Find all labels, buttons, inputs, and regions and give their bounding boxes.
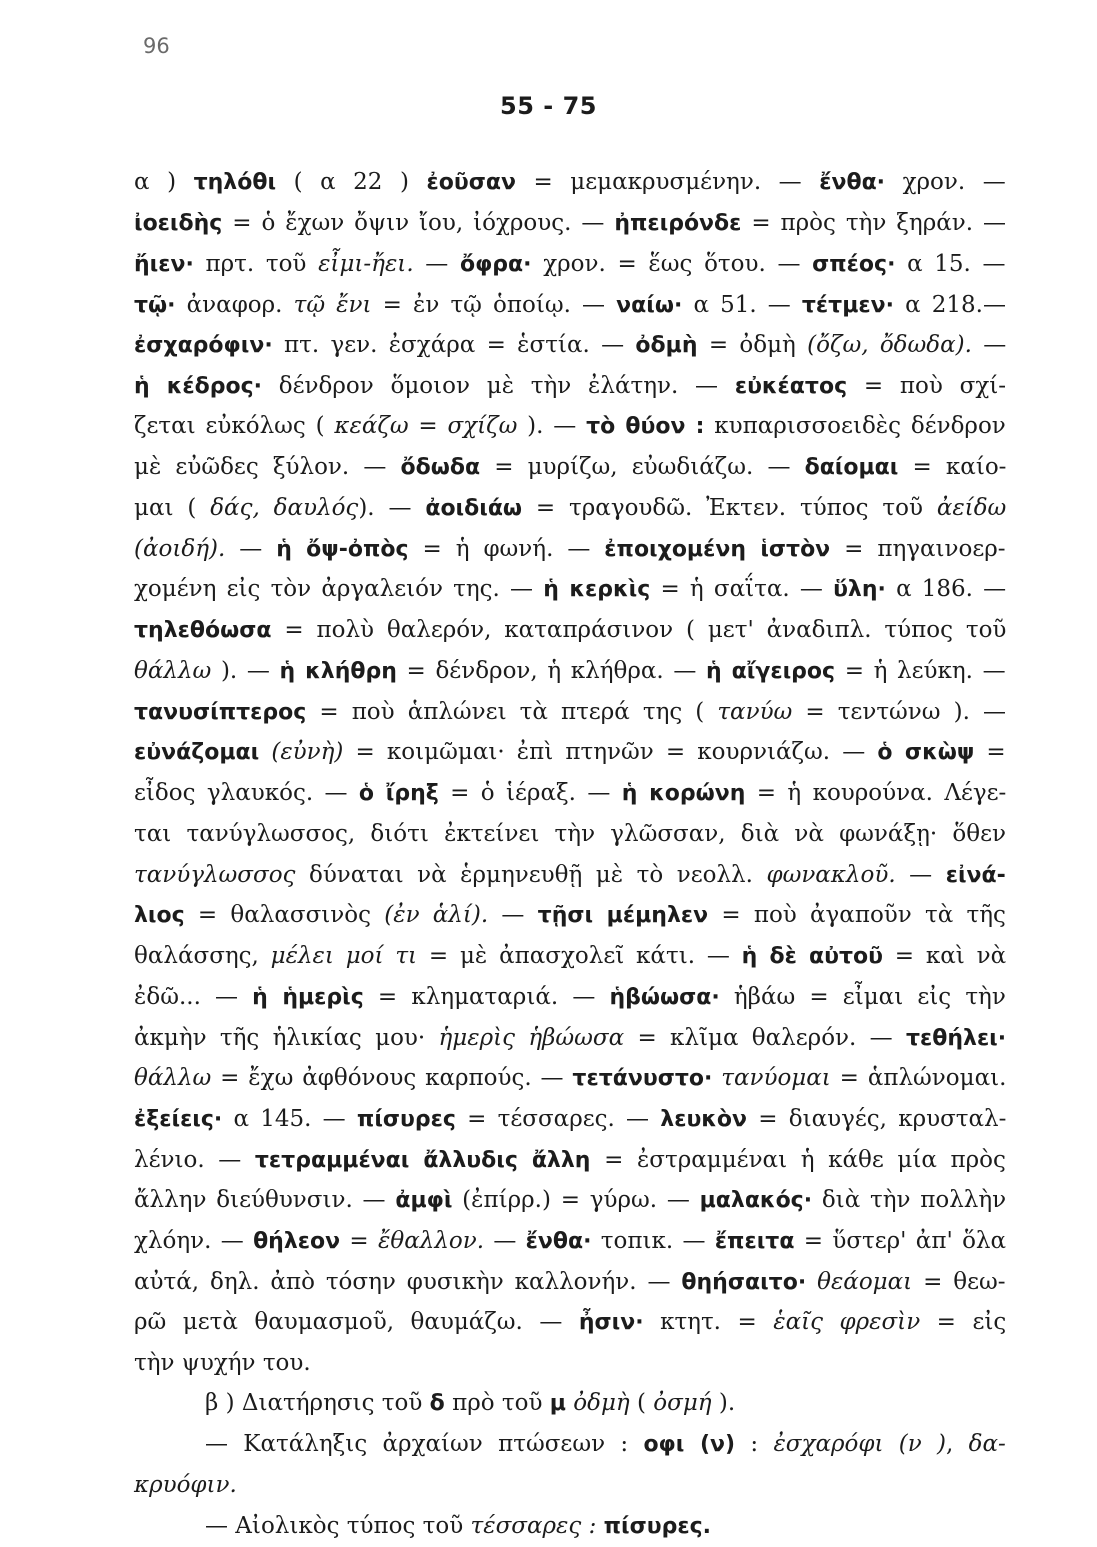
text-line bbox=[134, 285, 1006, 325]
gloss-text: = θαλασσινὸς bbox=[184, 902, 385, 928]
headword: τετραμμέναι ἄλλυδις ἄλλη bbox=[254, 1148, 591, 1173]
headword: ἔπειτα bbox=[714, 1229, 795, 1254]
text-line bbox=[205, 1506, 711, 1546]
italic-term: ὀδμὴ bbox=[573, 1390, 630, 1416]
gloss-text: ἡβάω = εἶμαι εἰς τὴν bbox=[719, 984, 1006, 1010]
italic-term: τῷ ἔνι bbox=[293, 292, 372, 318]
gloss-text: = ὁ ἔχων ὄψιν ἴου, ἰόχρους. — bbox=[222, 210, 615, 236]
text-line bbox=[134, 773, 1006, 813]
gloss-text: διὰ τὴν πολλὴν bbox=[812, 1187, 1007, 1213]
headword: ἐοῦσαν bbox=[426, 170, 516, 195]
headword: ἡ κορώνη bbox=[621, 781, 746, 806]
gloss-text: , bbox=[946, 1431, 969, 1457]
gloss-text: = καὶ νὰ bbox=[882, 943, 1007, 969]
headword: πίσυρες bbox=[356, 1107, 456, 1132]
italic-term: (ἐν ἁλί). bbox=[384, 902, 489, 928]
text-line bbox=[134, 447, 1006, 487]
gloss-text: = ὕστερ' ἀπ' ὅλα bbox=[794, 1228, 1007, 1254]
text-line bbox=[134, 1180, 1006, 1220]
gloss-text: ται τανύγλωσσος, διότι ἐκτείνει τὴν γλῶσσαν, διὰ νὰ φωνάξῃ· ὅθεν bbox=[134, 821, 1006, 847]
headword: ἀοιδιάω bbox=[425, 496, 523, 521]
italic-term: ἐσχαρόφι (ν ) bbox=[773, 1431, 947, 1457]
italic-term: θεάομαι bbox=[817, 1269, 913, 1295]
headword: μ bbox=[549, 1391, 566, 1416]
gloss-text: ἄλλην διεύθυνσιν. — bbox=[134, 1187, 396, 1213]
gloss-text: λένιο. — bbox=[134, 1147, 255, 1173]
italic-term: φωνακλοῦ. bbox=[766, 862, 896, 888]
gloss-text: = δένδρον, ἡ κλήθρα. — bbox=[396, 658, 707, 684]
gloss-text: πτ. γεν. ἐσχάρα = ἑστία. — bbox=[272, 332, 636, 358]
headword: δ bbox=[429, 1391, 445, 1416]
gloss-text: = μυρίζω, εὐωδιάζω. — bbox=[480, 454, 805, 480]
headword: δαίομαι bbox=[804, 455, 899, 480]
gloss-text: = μεμακρυσμένην. — bbox=[515, 169, 820, 195]
headword: τηλόθι bbox=[193, 170, 277, 195]
text-line bbox=[134, 488, 1006, 528]
gloss-text: τοπικ. — bbox=[591, 1228, 715, 1254]
gloss-text: ). bbox=[711, 1390, 736, 1416]
italic-term: τέσσαρες : bbox=[470, 1513, 597, 1539]
gloss-text: — Κατάληξις ἀρχαίων πτώσεων : bbox=[205, 1431, 644, 1457]
gloss-text: = μὲ ἀπασχολεῖ κάτι. — bbox=[417, 943, 742, 969]
gloss-text: = ποὺ ἀγαποῦν τὰ τῆς bbox=[708, 902, 1006, 928]
gloss-text: χρον. = ἕως ὅτου. — bbox=[531, 251, 813, 277]
gloss-text: ). — bbox=[211, 658, 280, 684]
gloss-text: α 51. — bbox=[682, 292, 802, 318]
headword: τηλεθόωσα bbox=[134, 618, 272, 643]
italic-term: τανύομαι bbox=[721, 1065, 831, 1091]
text-line bbox=[134, 814, 1006, 854]
gloss-text: — Αἰολικὸς τύπος τοῦ bbox=[205, 1513, 471, 1539]
gloss-text: κτητ. = bbox=[643, 1309, 774, 1335]
headword: ὄφρα· bbox=[459, 252, 532, 277]
headword: λιος bbox=[134, 903, 185, 928]
gloss-text bbox=[596, 1513, 603, 1539]
gloss-text: α 186. — bbox=[885, 576, 1007, 602]
gloss-text: χρον. — bbox=[885, 169, 1006, 195]
headword: ὁ ἴρηξ bbox=[358, 781, 439, 806]
headword: τὸ θύον : bbox=[586, 414, 705, 439]
text-line bbox=[134, 203, 1006, 243]
italic-term: εἶμι-ἤει. bbox=[318, 251, 414, 277]
gloss-text: ρῶ μετὰ θαυμασμοῦ, θαυμάζω. — bbox=[134, 1309, 579, 1335]
italic-term: τανύγλωσσος bbox=[134, 862, 296, 888]
gloss-text: ἀναφορ. bbox=[175, 292, 294, 318]
gloss-text: αὐτά, δηλ. ἀπὸ τόσην φυσικὴν καλλονήν. — bbox=[134, 1269, 682, 1295]
headword: πίσυρες. bbox=[603, 1514, 712, 1539]
gloss-text: = πρὸς τὴν ξηράν. — bbox=[741, 210, 1006, 236]
headword: ἰοειδὴς bbox=[134, 211, 223, 236]
headword: ἐσχαρόφιν· bbox=[134, 333, 273, 358]
gloss-text: = τεντώνω ). — bbox=[792, 699, 1006, 725]
italic-term: ἔθαλλον. bbox=[378, 1228, 485, 1254]
text-line bbox=[134, 692, 1006, 732]
gloss-text: πρὸ τοῦ bbox=[444, 1390, 550, 1416]
italic-term: δα- bbox=[968, 1431, 1006, 1457]
gloss-text: χλόην. — bbox=[134, 1228, 254, 1254]
headword: τῇσι μέμηλεν bbox=[537, 903, 709, 928]
gloss-text: ζεται εὐκόλως ( bbox=[134, 413, 335, 439]
headword: εὐνάζομαι bbox=[134, 740, 260, 765]
gloss-text: ἀκμὴν τῆς ἡλικίας μου· bbox=[134, 1025, 439, 1051]
gloss-text: α ) bbox=[134, 169, 194, 195]
gloss-text: = ἁπλώνομαι. bbox=[830, 1065, 1007, 1091]
headword: ἡ κλήθρη bbox=[279, 659, 397, 684]
headword: τῷ· bbox=[134, 293, 176, 318]
headword: ἡ αἴγειρος bbox=[706, 659, 836, 684]
gloss-text: μαι ( bbox=[134, 495, 211, 521]
headword: οφι (ν) bbox=[643, 1432, 736, 1457]
italic-term: ὀσμή bbox=[653, 1390, 712, 1416]
gloss-text: = τέσσαρες. — bbox=[455, 1106, 661, 1132]
gloss-text: κυπαρισσοειδὲς δένδρον bbox=[704, 413, 1006, 439]
headword: ὕλη· bbox=[833, 577, 886, 602]
gloss-text: = ἐν τῷ ὁποίῳ. — bbox=[371, 292, 617, 318]
gloss-text: = τραγουδῶ. Ἐκτεν. τύπος τοῦ bbox=[522, 495, 937, 521]
gloss-text: = ἐστραμμέναι ἡ κάθε μία πρὸς bbox=[590, 1147, 1006, 1173]
headword: ἡ ὄψ-ὀπὸς bbox=[276, 537, 409, 562]
italic-term: θάλλω bbox=[134, 1065, 212, 1091]
italic-term: τανύω bbox=[717, 699, 793, 725]
gloss-text: — bbox=[413, 251, 460, 277]
italic-term: ἡμερὶς ἡβώωσα bbox=[438, 1025, 625, 1051]
headword: ἔνθα· bbox=[525, 1229, 592, 1254]
headword: ὀδμὴ bbox=[635, 333, 698, 358]
headword: ἡβώωσα· bbox=[609, 985, 720, 1010]
gloss-text: — bbox=[895, 862, 946, 888]
text-line bbox=[134, 325, 1006, 365]
gloss-text: α 218.— bbox=[894, 292, 1006, 318]
text-line bbox=[134, 977, 1006, 1017]
headword: ἡ κέδρος· bbox=[134, 374, 263, 399]
headword: ναίω· bbox=[616, 293, 683, 318]
gloss-text: : bbox=[735, 1431, 774, 1457]
gloss-text: = ἡ φωνή. — bbox=[408, 536, 605, 562]
gloss-text: = bbox=[340, 1228, 379, 1254]
text-line bbox=[134, 1058, 1006, 1098]
text-line bbox=[134, 1262, 1006, 1302]
gloss-text: = bbox=[974, 739, 1006, 765]
gloss-text: ). — bbox=[358, 495, 426, 521]
gloss-text: — bbox=[488, 902, 538, 928]
page-number: 96 bbox=[143, 34, 170, 58]
gloss-text: α 15. — bbox=[895, 251, 1006, 277]
text-line bbox=[134, 895, 1006, 935]
gloss-text: = πολὺ θαλερόν, καταπράσινον ( μετ' ἀναδιπλ. τύπος τοῦ bbox=[271, 617, 1007, 643]
headword: ἐξείεις· bbox=[134, 1107, 223, 1132]
headword: τετάνυστο· bbox=[572, 1066, 713, 1091]
gloss-text: χομένη εἰς τὸν ἀργαλειόν της. — bbox=[134, 576, 544, 602]
italic-term: (ὄζω, ὄδωδα). bbox=[807, 332, 972, 358]
headword: ἠπειρόνδε bbox=[614, 211, 742, 236]
gloss-text: δένδρον ὅμοιον μὲ τὴν ἐλάτην. — bbox=[262, 373, 735, 399]
text-line bbox=[134, 855, 1006, 895]
gloss-text bbox=[806, 1269, 817, 1295]
text-line bbox=[134, 1221, 1006, 1261]
text-line bbox=[205, 1424, 1006, 1464]
gloss-text: ( bbox=[629, 1390, 654, 1416]
italic-term: ἑαῖς φρεσὶν bbox=[773, 1309, 921, 1335]
gloss-text bbox=[259, 739, 271, 765]
gloss-text: = ὀδμὴ bbox=[697, 332, 808, 358]
gloss-text: = καίο- bbox=[898, 454, 1007, 480]
italic-term: (ἀοιδή). bbox=[134, 536, 226, 562]
gloss-text: μὲ εὐῶδες ξύλον. — bbox=[134, 454, 401, 480]
gloss-text: δύναται νὰ ἑρμηνευθῇ μὲ τὸ νεολλ. bbox=[295, 862, 767, 888]
gloss-text: εἶδος γλαυκός. — bbox=[134, 780, 359, 806]
text-line bbox=[134, 1018, 1006, 1058]
text-line bbox=[205, 1383, 735, 1423]
text-line bbox=[134, 162, 1006, 202]
gloss-text: = ἡ κουρούνα. Λέγε- bbox=[745, 780, 1007, 806]
headword: θήλεον bbox=[253, 1229, 341, 1254]
italic-term: κρυόφιν. bbox=[134, 1472, 237, 1498]
gloss-text: — bbox=[484, 1228, 526, 1254]
text-line bbox=[134, 366, 1006, 406]
gloss-text: = ἡ σαΐτα. — bbox=[650, 576, 834, 602]
gloss-text: = κοιμῶμαι· ἐπὶ πτηνῶν = κουρνιάζω. — bbox=[343, 739, 878, 765]
italic-term: κεάζω = σχίζω bbox=[334, 413, 518, 439]
gloss-text: = εἰς bbox=[920, 1309, 1007, 1335]
headword: ὄδωδα bbox=[400, 455, 481, 480]
italic-term: δάς, δαυλός bbox=[210, 495, 359, 521]
gloss-text: τὴν ψυχήν του. bbox=[134, 1350, 311, 1376]
gloss-text: = θεω- bbox=[912, 1269, 1006, 1295]
gloss-text: ἐδῶ... — bbox=[134, 984, 253, 1010]
gloss-text: = ποὺ σχί- bbox=[847, 373, 1007, 399]
headword: μαλακός· bbox=[699, 1188, 813, 1213]
italic-term: μέλει μοί τι bbox=[270, 943, 418, 969]
headword: τανυσίπτερος bbox=[134, 700, 307, 725]
text-line bbox=[134, 529, 1006, 569]
text-line bbox=[134, 569, 1006, 609]
headword: ὁ σκὼψ bbox=[877, 740, 975, 765]
text-line bbox=[134, 651, 1006, 691]
headword: εἰνά- bbox=[945, 863, 1006, 888]
text-line bbox=[134, 1099, 1006, 1139]
gloss-text: θαλάσσης, bbox=[134, 943, 271, 969]
headword: ἡ ἡμερὶς bbox=[252, 985, 364, 1010]
gloss-text: = ποὺ ἁπλώνει τὰ πτερά της ( bbox=[306, 699, 718, 725]
gloss-text: ( α 22 ) bbox=[276, 169, 427, 195]
gloss-text: ). — bbox=[517, 413, 587, 439]
gloss-text: — bbox=[971, 332, 1007, 358]
gloss-text: = κλῖμα θαλερόν. — bbox=[624, 1025, 906, 1051]
italic-term: ἀείδω bbox=[936, 495, 1007, 521]
text-line bbox=[134, 406, 1006, 446]
gloss-text bbox=[712, 1065, 721, 1091]
headword: τέτμεν· bbox=[801, 293, 894, 318]
headword: θηήσαιτο· bbox=[681, 1270, 807, 1295]
text-line bbox=[134, 1140, 1006, 1180]
headword: σπέος· bbox=[812, 252, 896, 277]
gloss-text: = ὁ ἱέραξ. — bbox=[438, 780, 622, 806]
gloss-text: = διαυγές, κρυσταλ- bbox=[747, 1106, 1007, 1132]
italic-term: (εὐνὴ) bbox=[271, 739, 344, 765]
headword: ἡ δὲ αὐτοῦ bbox=[741, 944, 883, 969]
gloss-text: πρτ. τοῦ bbox=[193, 251, 319, 277]
gloss-text: β ) Διατήρησις τοῦ bbox=[205, 1390, 430, 1416]
text-line bbox=[134, 1302, 1006, 1342]
gloss-text: (ἐπίρρ.) = γύρω. — bbox=[452, 1187, 700, 1213]
headword: ἦσιν· bbox=[578, 1310, 644, 1335]
headword: ἡ κερκὶς bbox=[543, 577, 651, 602]
italic-term: θάλλω bbox=[134, 658, 212, 684]
text-line bbox=[134, 1465, 237, 1505]
gloss-text: = κληματαριά. — bbox=[363, 984, 610, 1010]
headword: λευκὸν bbox=[660, 1107, 748, 1132]
text-line bbox=[134, 732, 1006, 772]
text-line bbox=[134, 936, 1006, 976]
gloss-text: α 145. — bbox=[222, 1106, 357, 1132]
text-line bbox=[134, 1343, 311, 1383]
text-line bbox=[134, 610, 1006, 650]
gloss-text: = ἔχω ἀφθόνους καρπούς. — bbox=[211, 1065, 573, 1091]
gloss-text: = πηγαινοερ- bbox=[830, 536, 1006, 562]
headword: εὐκέατος bbox=[734, 374, 848, 399]
headword: ἀμφὶ bbox=[395, 1188, 453, 1213]
text-line bbox=[134, 244, 1006, 284]
page-heading: 55 - 75 bbox=[500, 92, 597, 120]
headword: τεθήλει· bbox=[905, 1026, 1007, 1051]
headword: ἔνθα· bbox=[819, 170, 886, 195]
gloss-text: — bbox=[225, 536, 277, 562]
headword: ἐποιχομένη ἱστὸν bbox=[604, 537, 831, 562]
headword: ἤιεν· bbox=[134, 252, 194, 277]
gloss-text: = ἡ λεύκη. — bbox=[835, 658, 1006, 684]
